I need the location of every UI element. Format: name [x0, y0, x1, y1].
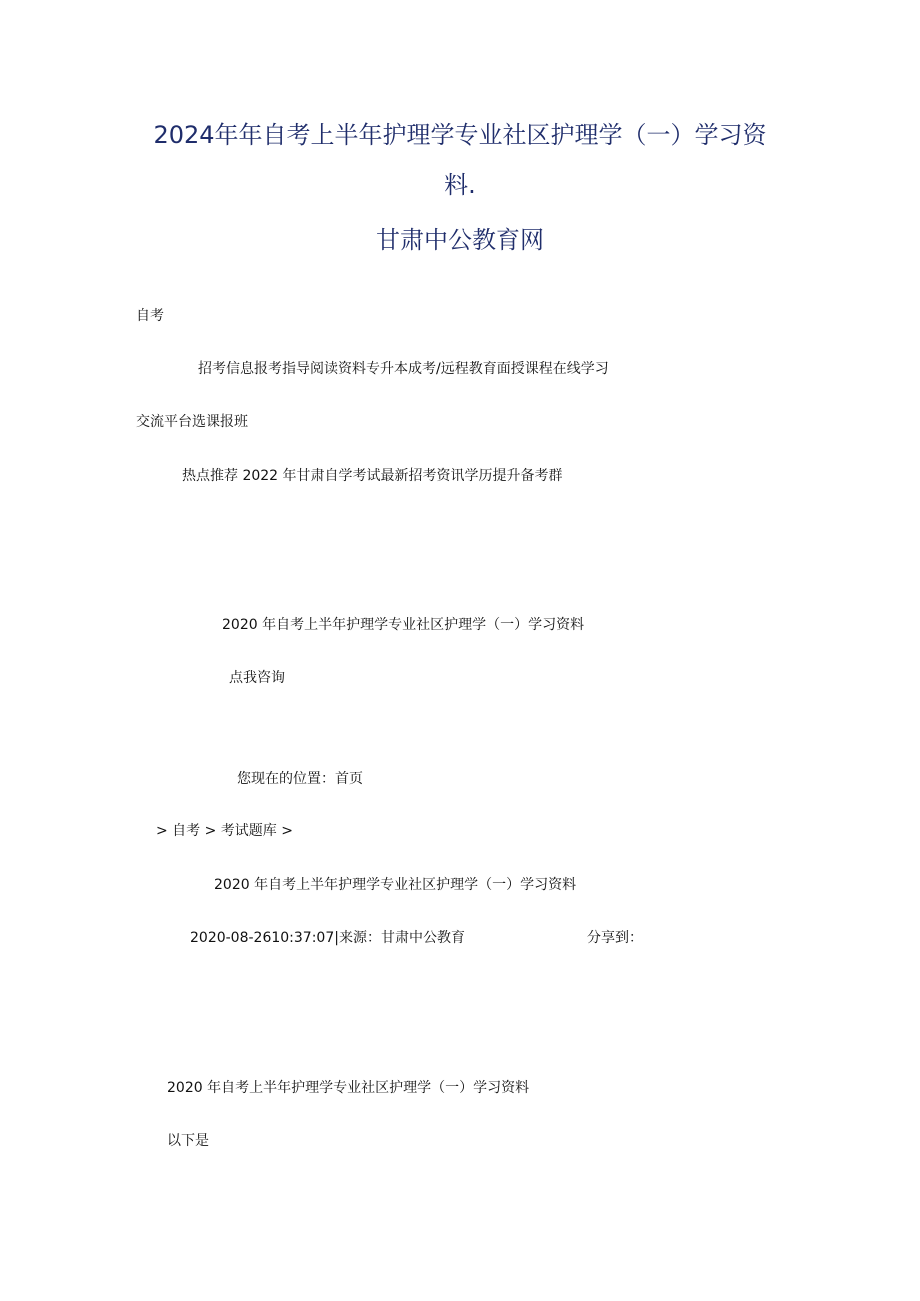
page-title-line-1: 2024年年自考上半年护理学专业社区护理学（一）学习资 — [153, 121, 767, 149]
nav-category[interactable]: 自考 — [136, 308, 164, 324]
hot-recommend[interactable]: 热点推荐 2022 年甘肃自学考试最新招考资讯学历提升备考群 — [182, 468, 563, 484]
breadcrumb-label[interactable]: 您现在的位置：首页 — [237, 771, 363, 787]
nav-links-continued[interactable]: 交流平台选课报班 — [136, 414, 248, 430]
breadcrumb[interactable]: > 自考 > 考试题库 > — [156, 823, 293, 839]
article-meta: 2020-08-2610:37:07|来源：甘肃中公教育 — [190, 930, 465, 946]
page-title-line-2: 料. — [444, 171, 476, 199]
article-header-title: 2020 年自考上半年护理学专业社区护理学（一）学习资料 — [222, 617, 585, 633]
nav-links[interactable]: 招考信息报考指导阅读资料专升本成考/远程教育面授课程在线学习 — [198, 361, 609, 377]
site-name: 甘肃中公教育网 — [376, 226, 544, 254]
article-body-intro: 以下是 — [167, 1133, 209, 1149]
consult-link[interactable]: 点我咨询 — [229, 670, 285, 686]
article-body-title: 2020 年自考上半年护理学专业社区护理学（一）学习资料 — [167, 1080, 530, 1096]
article-title: 2020 年自考上半年护理学专业社区护理学（一）学习资料 — [214, 877, 577, 893]
share-label[interactable]: 分享到： — [587, 930, 643, 946]
